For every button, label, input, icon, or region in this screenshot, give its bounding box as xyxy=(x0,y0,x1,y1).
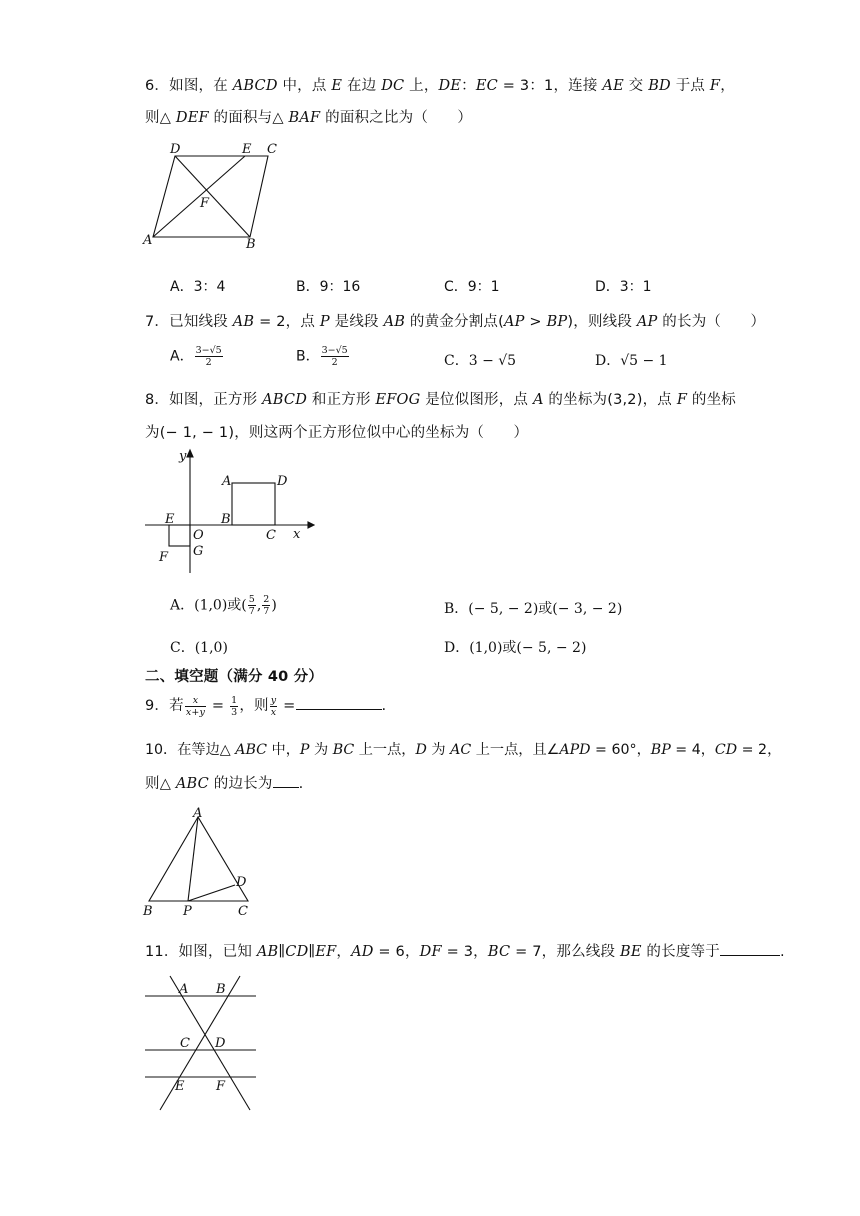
q8-line1 xyxy=(145,388,736,409)
label-b: B xyxy=(246,237,256,252)
q7-option-b[interactable] xyxy=(296,345,350,368)
q9-answer-blank[interactable] xyxy=(296,695,382,710)
option-fraction xyxy=(321,345,349,368)
q10-text: = 60°， xyxy=(590,742,651,758)
label-e: E xyxy=(175,1079,185,1094)
q10-text: 为 xyxy=(309,742,333,758)
option-prefix: A．(1,0)或( xyxy=(170,597,247,614)
label-x: x xyxy=(293,527,301,542)
q10-text: 上一点， xyxy=(354,742,416,758)
segment-pd xyxy=(188,885,235,901)
q7-math: AP xyxy=(636,314,658,330)
segment-ae xyxy=(153,156,245,237)
q9-fraction xyxy=(230,695,238,718)
q6-math: F xyxy=(709,78,721,94)
q6-line1 xyxy=(145,74,735,95)
q11-math: BE xyxy=(619,944,642,960)
q8-text: 的坐标 xyxy=(687,392,736,408)
q6-text: 的面积与△ xyxy=(208,110,289,126)
q10-answer-blank[interactable] xyxy=(273,773,299,788)
label-d: D xyxy=(277,474,288,489)
q6-math: DC xyxy=(381,78,405,94)
q7-option-a[interactable] xyxy=(170,345,224,368)
label-c: C xyxy=(180,1036,190,1051)
q6-option-b[interactable]: B．9：16 xyxy=(296,279,361,295)
label-f: F xyxy=(159,550,169,565)
option-suffix: ) xyxy=(271,597,277,614)
q6-math: BAF xyxy=(288,110,321,126)
label-p: P xyxy=(183,904,192,919)
q10-math: AC xyxy=(450,742,472,758)
q7-math: AB xyxy=(232,314,255,330)
q10-text: = 2， xyxy=(737,742,782,758)
label-d: D xyxy=(215,1036,226,1051)
square-abcd xyxy=(232,483,275,525)
fraction-denominator: 7 xyxy=(263,606,270,617)
q7-math: AP xyxy=(503,314,525,330)
q10-text: 上一点，且∠ xyxy=(471,742,560,758)
label-c: C xyxy=(266,528,276,543)
q8-text: 和正方形 xyxy=(307,392,376,408)
q11-line xyxy=(145,940,785,961)
q10-text: 则△ xyxy=(145,776,176,792)
q6-option-a[interactable]: A．3：4 xyxy=(170,279,226,295)
q7-text: > xyxy=(524,314,547,330)
q11-text: = 7，那么线段 xyxy=(510,944,620,960)
q7-text: 的长为（ ） xyxy=(657,314,766,330)
q7-math: BP xyxy=(546,314,568,330)
x-axis-arrow xyxy=(308,522,314,528)
option-fraction xyxy=(262,594,270,617)
label-c: C xyxy=(267,142,277,157)
q7-option-c[interactable]: C．3 − √5 xyxy=(444,353,517,369)
q7-line1 xyxy=(145,310,765,331)
fraction-numerator: y xyxy=(270,694,277,706)
q10-triangle-figure xyxy=(140,805,260,920)
q7-text: 7．已知线段 xyxy=(145,314,233,330)
q10-math: APD xyxy=(559,742,591,758)
label-g: G xyxy=(193,544,204,559)
label-y: y xyxy=(179,449,187,464)
q10-text: 中， xyxy=(267,742,300,758)
label-a: A xyxy=(193,806,203,821)
q10-line1 xyxy=(145,739,781,759)
q6-math: DEF xyxy=(175,110,209,126)
y-axis-arrow xyxy=(187,450,193,457)
q11-text: ， xyxy=(336,944,352,960)
fraction-numerator: 3−√5 xyxy=(321,345,348,356)
q6-text: 交 xyxy=(623,78,649,94)
q6-text: 则△ xyxy=(145,110,176,126)
q10-math: BC xyxy=(332,742,355,758)
q10-math: P xyxy=(299,742,310,758)
q11-math: CD xyxy=(285,944,309,960)
q7-math: P xyxy=(319,314,330,330)
label-a: A xyxy=(179,982,189,997)
square-efog xyxy=(169,525,190,546)
q8-text: 是位似图形，点 xyxy=(420,392,533,408)
option-comma: , xyxy=(256,597,262,614)
label-e: E xyxy=(242,142,252,157)
q10-text: 的边长为 xyxy=(208,776,273,792)
q6-text: = 3：1，连接 xyxy=(497,78,603,94)
q11-text: 11．如图，已知 xyxy=(145,944,257,960)
label-f: F xyxy=(200,196,210,211)
q6-text: ， xyxy=(720,78,735,94)
q11-math: AD xyxy=(351,944,374,960)
q8-coordinate-figure xyxy=(140,445,315,575)
fraction-numerator: x xyxy=(185,695,206,707)
q9-text: = xyxy=(278,698,296,714)
q8-text: 8．如图，正方形 xyxy=(145,392,263,408)
q6-text: 的面积之比为（ ） xyxy=(320,110,473,126)
q6-text: 于点 xyxy=(670,78,710,94)
q8-option-a[interactable] xyxy=(170,594,277,617)
q10-text: 10．在等边△ xyxy=(145,742,236,758)
fraction-denominator: 2 xyxy=(205,357,212,368)
q11-math: DF xyxy=(419,944,442,960)
fraction-numerator: 3−√5 xyxy=(195,345,222,356)
q8-line2: 为(− 1, − 1)，则这两个正方形位似中心的坐标为（ ） xyxy=(145,425,529,441)
q6-math: EC xyxy=(475,78,498,94)
q11-text: ∥ xyxy=(308,944,316,960)
option-prefix: A． xyxy=(170,348,194,365)
q11-answer-blank[interactable] xyxy=(720,941,780,956)
q9-text: 9．若 xyxy=(145,698,184,714)
fraction-denominator: 2 xyxy=(331,357,338,368)
parallelogram-abcd xyxy=(153,156,268,237)
q10-math: D xyxy=(415,742,427,758)
q8-option-d[interactable]: D．(1,0)或(− 5, − 2) xyxy=(444,640,587,656)
fraction-denominator: x xyxy=(270,706,277,718)
label-o: O xyxy=(193,528,204,543)
q11-parallel-lines-figure xyxy=(140,970,265,1120)
option-fraction xyxy=(248,594,256,617)
q10-text: 为 xyxy=(426,742,451,758)
q11-text: . xyxy=(779,944,785,960)
q11-text: = 3， xyxy=(441,944,488,960)
label-a: A xyxy=(143,233,153,248)
q10-math: ABC xyxy=(175,776,209,792)
q6-text: 6．如图，在 xyxy=(145,78,233,94)
fraction-denominator: 3 xyxy=(231,706,238,718)
q8-math: F xyxy=(676,392,688,408)
q11-text: = 6， xyxy=(373,944,420,960)
q10-line2 xyxy=(145,772,303,793)
q7-text: )，则线段 xyxy=(567,314,637,330)
fraction-denominator: 7 xyxy=(248,606,255,617)
q10-math: ABC xyxy=(235,742,268,758)
q6-math: BD xyxy=(648,78,671,94)
q11-math: AB xyxy=(256,944,279,960)
q8-math: ABCD xyxy=(262,392,308,408)
q6-parallelogram-figure xyxy=(140,140,290,255)
q10-math: CD xyxy=(714,742,738,758)
q6-option-d[interactable]: D．3：1 xyxy=(595,279,652,295)
q10-text: . xyxy=(298,776,304,792)
label-b: B xyxy=(221,512,231,527)
q8-math: A xyxy=(532,392,544,408)
q7-text: = 2，点 xyxy=(254,314,320,330)
q7-option-d[interactable]: D．√5 − 1 xyxy=(595,353,668,369)
q9-line xyxy=(145,694,386,718)
q9-fraction xyxy=(185,695,206,718)
label-a: A xyxy=(222,474,232,489)
q8-option-c[interactable]: C．(1,0) xyxy=(170,640,228,656)
q11-text: 的长度等于 xyxy=(641,944,720,960)
q9-text: . xyxy=(381,698,387,714)
label-c: C xyxy=(238,904,248,919)
diagonal-bd xyxy=(175,156,250,237)
q8-text: 的坐标为(3,2)，点 xyxy=(543,392,677,408)
q7-text: 是线段 xyxy=(329,314,384,330)
q6-math: AE xyxy=(602,78,624,94)
label-f: F xyxy=(216,1079,226,1094)
q6-text: ： xyxy=(461,78,476,94)
q6-math: DE xyxy=(438,78,462,94)
q9-fraction xyxy=(270,695,278,718)
q6-option-c[interactable]: C．9：1 xyxy=(444,279,500,295)
q9-text: ，则 xyxy=(239,698,269,714)
label-d: D xyxy=(236,875,247,890)
q6-line2 xyxy=(145,106,472,127)
q7-math: AB xyxy=(383,314,406,330)
q11-text: ∥ xyxy=(278,944,286,960)
q10-text: = 4， xyxy=(670,742,715,758)
fraction-numerator: 5 xyxy=(248,594,255,605)
triangle-abc xyxy=(149,817,248,901)
q11-math: EF xyxy=(315,944,337,960)
q7-text: 的黄金分割点( xyxy=(405,314,504,330)
q6-text: 在边 xyxy=(342,78,382,94)
q8-option-b[interactable]: B．(− 5, − 2)或(− 3, − 2) xyxy=(444,601,623,617)
q6-text: 上， xyxy=(404,78,439,94)
q8-math: EFOG xyxy=(375,392,421,408)
option-fraction xyxy=(195,345,223,368)
label-b: B xyxy=(216,982,226,997)
q10-math: BP xyxy=(650,742,671,758)
q11-math: BC xyxy=(487,944,511,960)
fraction-numerator: 2 xyxy=(263,594,270,605)
q6-math: ABCD xyxy=(232,78,278,94)
fraction-numerator: 1 xyxy=(231,694,238,706)
q6-math: E xyxy=(331,78,343,94)
section-heading: 二、填空题（满分 40 分） xyxy=(145,669,324,685)
q9-text: = xyxy=(207,698,230,714)
label-d: D xyxy=(170,142,181,157)
label-e: E xyxy=(165,512,175,527)
q6-text: 中，点 xyxy=(277,78,332,94)
label-b: B xyxy=(143,904,153,919)
fraction-denominator: x+y xyxy=(185,706,206,718)
option-prefix: B． xyxy=(296,348,320,365)
segment-ap xyxy=(188,817,198,901)
